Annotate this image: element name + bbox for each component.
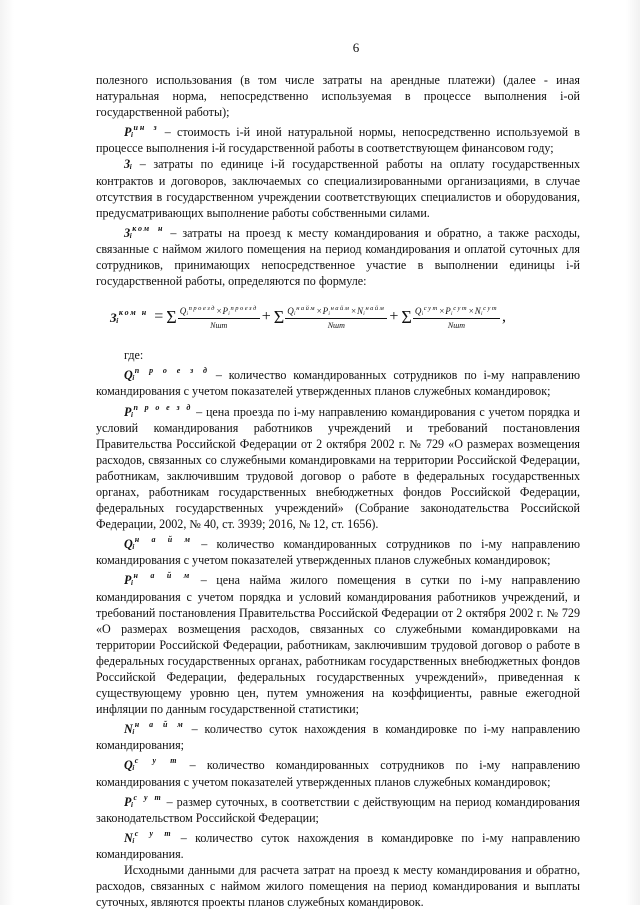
- definition-other-norm-cost: Pᵢ$^{ин з}$ – стоимость i-й иной натуральной нормы, непосредственно используемой в процессе выполнения i-й государственной работы в соответствующем финансовом году;: [96, 123, 580, 156]
- formula-plus-1: +: [261, 308, 271, 326]
- symbol-n-per-diem: Nᵢ$^{с у т}$: [124, 828, 173, 845]
- paragraph-intro: полезного использования (в том числе затраты на арендные платежи) (далее - иная натуральная норма, непосредственно используемая в процессе выполнения i-ой государственной работы);: [96, 73, 580, 120]
- where-label: где:: [124, 348, 144, 363]
- business-trip-formula: [96, 303, 580, 331]
- page-number: 6: [352, 40, 360, 55]
- formula-fraction-per-diem: $\frac{Qᵢ^{сут}\times Pᵢ^{сут}\times Nᵢ^{сут}}{\text{Nшт}}$: [414, 305, 499, 331]
- formula-plus-2: +: [389, 308, 399, 326]
- symbol-q-per-diem: Qᵢ$^{с у т}$: [124, 756, 179, 773]
- symbol-p-inz: Pᵢ$^{ин з}$: [124, 123, 159, 140]
- formula-sigma-3: Σ: [401, 306, 412, 327]
- symbol-z-komn: Зᵢ$^{ком н}$: [124, 223, 165, 240]
- symbol-n-lodging: Nᵢ$^{н а й м}$: [124, 720, 185, 737]
- formula-comma: ,: [502, 308, 507, 326]
- definition-per-diem-count: Qᵢ$^{с у т}$ – количество командированных сотрудников по i-му направлению командирования с учетом показателей утвержденных планов служебных командировок;: [96, 756, 580, 789]
- formula-sigma-2: Σ: [273, 306, 285, 327]
- symbol-p-per-diem: Pᵢ$^{с у т}$: [124, 792, 163, 809]
- formula-sigma-1: Σ: [166, 306, 177, 327]
- paragraph-source-data: Исходными данными для расчета затрат на проезд к месту командирования и обратно, расходов, связанных с наймом жилого помещения на период командирования и выплаты суточных, являются проекты планов служебных командировок.: [96, 863, 580, 910]
- definition-lodging-count: Qᵢ$^{н а й м}$ – количество командированных сотрудников по i-му направлению командирования с учетом показателей утвержденных планов служебных командировок;: [96, 535, 580, 568]
- symbol-z: Зᵢ: [124, 157, 133, 172]
- formula-equals: =: [154, 308, 164, 326]
- symbol-p-travel: Pᵢ$^{п р о е з д}$: [124, 402, 193, 419]
- definition-per-diem-amount: Pᵢ$^{с у т}$ – размер суточных, в соответствии с действующим на период командирования законодательством Российской Федерации;: [96, 792, 580, 825]
- formula-lhs: Зᵢ$^{ком н}$: [110, 308, 149, 326]
- definition-business-trip-cost: Зᵢ$^{ком н}$ – затраты на проезд к месту командирования и обратно, а также расходы, связанные с наймом жилого помещения на период командирования и оплатой суточных для сотрудников, принимающих непосредственное участие в выполнении единицы i-й государственной работы, определяются по формуле:: [96, 223, 580, 289]
- symbol-q-lodging: Qᵢ$^{н а й м}$: [124, 535, 192, 552]
- definition-travel-count: Qᵢ$^{п р о е з д}$ – количество командированных сотрудников по i-му направлению командирования с учетом показателей утвержденных планов служебных командировок;: [96, 366, 580, 399]
- definition-lodging-days: Nᵢ$^{н а й м}$ – количество суток нахождения в командировке по i-му направлению командирования;: [96, 720, 580, 753]
- definition-per-diem-days: Nᵢ$^{с у т}$ – количество суток нахождения в командировке по i-му направлению командирования.: [96, 828, 581, 861]
- formula-fraction-lodging: $\frac{Qᵢ^{найм}\times Pᵢ^{найм}\times Nᵢ^{найм}}{\text{Nшт}}$: [287, 305, 386, 331]
- definition-contract-cost: Зᵢ – затраты по единице i-й государственной работы на оплату государственных контрактов и договоров, заключаемых со специализированными организациями, в случае отсутствия в государственном учреждении соответствующих специалистов и оборудования, предусматривающих выполнение работы собственными силами.: [96, 157, 580, 220]
- definition-travel-price: Pᵢ$^{п р о е з д}$ – цена проезда по i-му направлению командирования с учетом порядка и условий командирования работников учреждений и требований постановления Правительства Российской Федерации от 2 октября 2002 г. № 729 «О размерах возмещения расходов, связанных со служебными командировками на территории Российской Федерации, работникам, заключившим трудовой договор о работе в федеральных государственных органах, работникам государственных внебюджетных фондов Российской Федерации, федеральных государственных учреждений» (Собрание законодательства Российской Федерации, 2002, № 40, ст. 3939; 2016, № 12, ст. 1656).: [96, 402, 580, 532]
- symbol-p-lodging: Pᵢ$^{н а й м}$: [124, 571, 192, 588]
- symbol-q-travel: Qᵢ$^{п р о е з д}$: [124, 366, 209, 383]
- definition-lodging-price: Pᵢ$^{н а й м}$ – цена найма жилого помещения в сутки по i-му направлению командирования с учетом порядка и условий командирования работников учреждений, и требований постановления Правительства Российской Федерации от 2 октября 2002 г. № 729 «О размерах возмещения расходов, связанных со служебными командировками на территории Российской Федерации, работникам, заключившим трудовой договор о работе в федеральных государственных органах, работникам государственных внебюджетных фондов Российской Федерации, федеральных государственных учреждений», приведенная к существующему уровню цен, путем умножения на коэффициенты, равные ежегодной инфляции по данным государственной статистики;: [96, 571, 580, 717]
- formula-fraction-travel: $\frac{Qᵢ^{проезд}\times Pᵢ^{проезд}}{\text{Nшт}}$: [179, 305, 258, 331]
